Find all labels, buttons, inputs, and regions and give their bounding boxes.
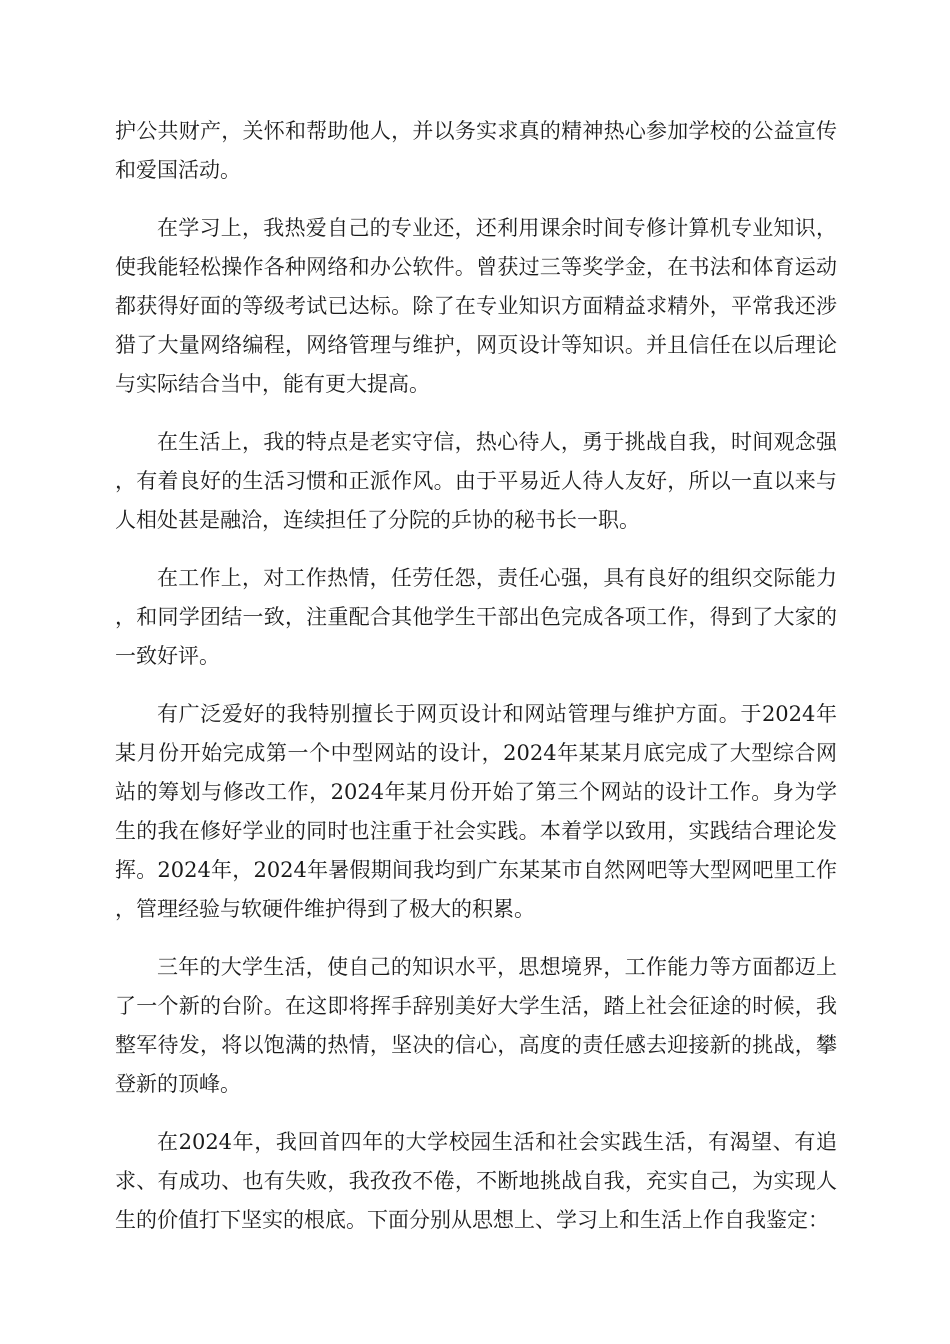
paragraph-study: 在学习上，我热爱自己的专业还，还利用课余时间专修计算机专业知识，使我能轻松操作各种网络和办公软件。曾获过三等奖学金，在书法和体育运动都获得好面的等级考试已达标。除了在专业知识方面精益求精外，平常我还涉猎了大量网络编程，网络管理与维护，网页设计等知识。并且信任在以后理论与实际结合当中，能有更大提高。 — [115, 216, 837, 396]
paragraph-self-assessment-intro: 在2024年，我回首四年的大学校园生活和社会实践生活，有渴望、有追求、有成功、也有失败，我孜孜不倦，不断地挑战自我，充实自己，为实现人生的价值打下坚实的根底。下面分别从思想上、学习上和生活上作自我鉴定： — [115, 1130, 837, 1232]
document-page — [115, 112, 837, 1259]
paragraph-work: 在工作上，对工作热情，任劳任怨，责任心强，具有良好的组织交际能力，和同学团结一致，注重配合其他学生干部出色完成各项工作，得到了大家的一致好评。 — [115, 566, 837, 668]
paragraph-web-design: 有广泛爱好的我特别擅长于网页设计和网站管理与维护方面。于2024年某月份开始完成第一个中型网站的设计，2024年某某月底完成了大型综合网站的筹划与修改工作，2024年某月份开始了第三个网站的设计工作。身为学生的我在修好学业的同时也注重于社会实践。本着学以致用，实践结合理论发挥。2024年，2024年暑假期间我均到广东某某市自然网吧等大型网吧里工作，管理经验与软硬件维护得到了极大的积累。 — [115, 702, 837, 921]
paragraph-university-summary: 三年的大学生活，使自己的知识水平，思想境界，工作能力等方面都迈上了一个新的台阶。在这即将挥手辞别美好大学生活，踏上社会征途的时候，我整军待发，将以饱满的热情，坚决的信心，高度的责任感去迎接新的挑战，攀登新的顶峰。 — [115, 955, 837, 1096]
paragraph-life: 在生活上，我的特点是老实守信，热心待人，勇于挑战自我，时间观念强，有着良好的生活习惯和正派作风。由于平易近人待人友好，所以一直以来与人相处甚是融洽，连续担任了分院的乒协的秘书长一职。 — [115, 430, 837, 532]
paragraph-continuation: 护公共财产，关怀和帮助他人，并以务实求真的精神热心参加学校的公益宣传和爱国活动。 — [115, 119, 837, 182]
